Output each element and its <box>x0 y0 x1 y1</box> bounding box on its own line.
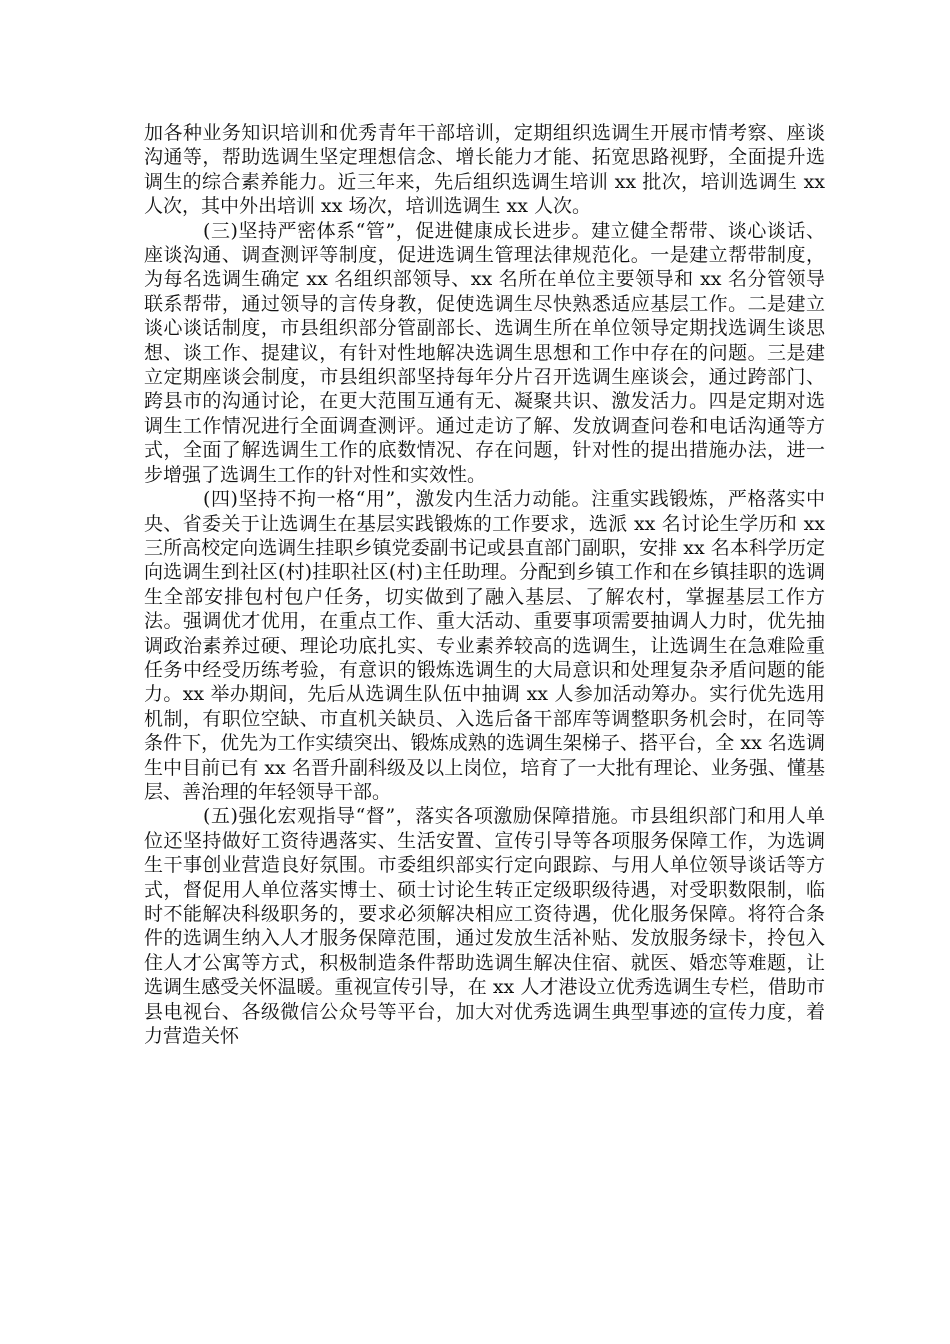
paragraph-management-system: (三)坚持严密体系“管”，促进健康成长进步。建立健全帮带、谈心谈话、座谈沟通、调查测评等制度，促进选调生管理法律规范化。一是建立帮带制度，为每名选调生确定 xx 名组织部领导、xx 名所在单位主要领导和 xx 名分管领导联系帮带，通过领导的言传身教，促使选调生尽快熟悉适应基层工作。二是建立谈心谈话制度，市县组织部分管副部长、选调生所在单位领导定期找选调生谈思想、谈工作、提建议，有针对性地解决选调生思想和工作中存在的问题。三是建立定期座谈会制度，市县组织部坚持每年分片召开选调生座谈会，通过跨部门、跨县市的沟通讨论，在更大范围互通有无、凝聚共识、激发活力。四是定期对选调生工作情况进行全面调查测评。通过走访了解、发放调查问卷和电话沟通等方式，全面了解选调生工作的底数情况、存在问题，针对性的提出措施办法，进一步增强了选调生工作的针对性和实效性。 <box>144 219 825 486</box>
paragraph-training-summary: 加各种业务知识培训和优秀青年干部培训，定期组织选调生开展市情考察、座谈沟通等，帮助选调生坚定理想信念、增长能力才能、拓宽思路视野，全面提升选调生的综合素养能力。近三年来，先后组织选调生培训 xx 批次，培训选调生 xx 人次，其中外出培训 xx 场次，培训选调生 xx 人次。 <box>144 122 825 218</box>
paragraph-flexible-use: (四)坚持不拘一格“用”，激发内生活力动能。注重实践锻炼，严格落实中央、省委关于让选调生在基层实践锻炼的工作要求，选派 xx 名讨论生学历和 xx 三所高校定向选调生挂职乡镇党委副书记或县直部门副职，安排 xx 名本科学历定向选调生到社区(村)挂职社区(村)主任助理。分配到乡镇工作和在乡镇挂职的选调生全部安排包村包户任务，切实做到了融入基层、了解农村，掌握基层工作方法。强调优才优用，在重点工作、重大活动、重要事项需要抽调人力时，优先抽调政治素养过硬、理论功底扎实、专业素养较高的选调生，让选调生在急难险重任务中经受历练考验，有意识的锻炼选调生的大局意识和处理复杂矛盾问题的能力。xx 举办期间，先后从选调生队伍中抽调 xx 人参加活动筹办。实行优先选用机制，有职位空缺、市直机关缺员、入选后备干部库等调整职务机会时，在同等条件下，优先为工作实绩突出、锻炼成熟的选调生架梯子、搭平台，全 xx 名选调生中目前已有 xx 名晋升副科级及以上岗位，培育了一大批有理论、业务强、懂基层、善治理的年轻领导干部。 <box>144 488 825 803</box>
paragraph-supervision-guarantee: (五)强化宏观指导“督”，落实各项激励保障措施。市县组织部门和用人单位还坚持做好工资待遇落实、生活安置、宣传引导等各项服务保障工作，为选调生干事创业营造良好氛围。市委组织部实行定向跟踪、与用人单位领导谈话等方式，督促用人单位落实博士、硕士讨论生转正定级职级待遇，对受职数限制，临时不能解决科级职务的，要求必须解决相应工资待遇，优化服务保障。将符合条件的选调生纳入人才服务保障范围，通过发放生活补贴、发放服务绿卡，拎包入住人才公寓等方式，积极制造条件帮助选调生解决住宿、就医、婚恋等难题，让选调生感受关怀温暖。重视宣传引导，在 xx 人才港设立优秀选调生专栏，借助市县电视台、各级微信公众号等平台，加大对优秀选调生典型事迹的宣传力度，着力营造关怀 <box>144 805 825 1048</box>
document-page <box>144 121 825 1048</box>
